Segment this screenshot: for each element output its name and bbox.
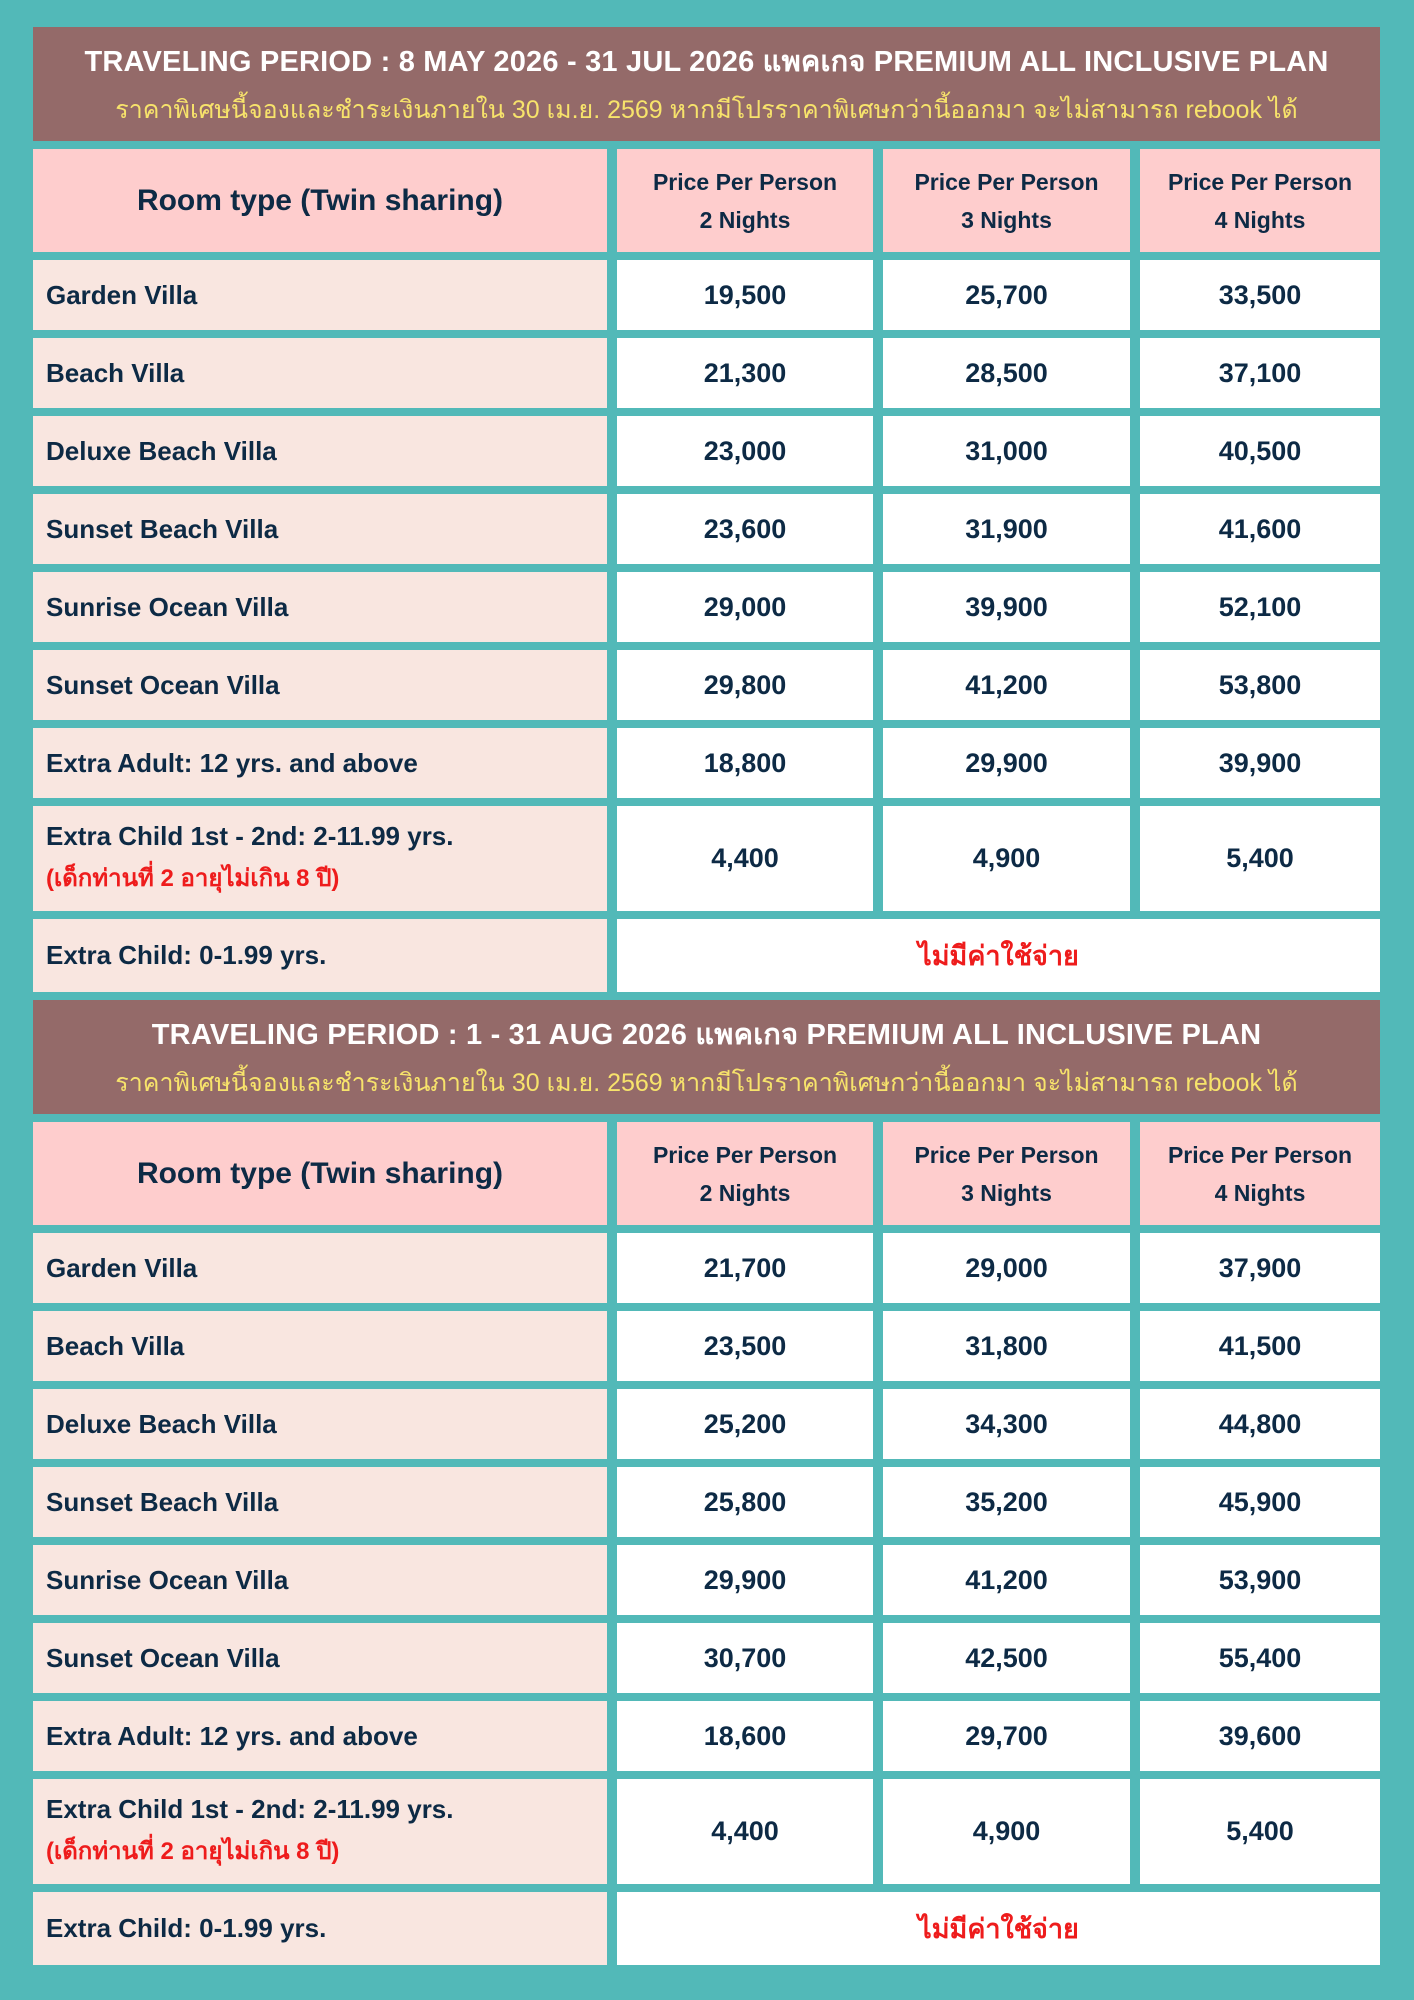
column-header-room-type: Room type (Twin sharing) <box>33 149 607 252</box>
column-header-line: Price Per Person <box>652 168 838 195</box>
price-cell: 53,900 <box>1140 1545 1380 1615</box>
price-sheet <box>33 27 1380 1973</box>
column-header-nights: 3 Nights <box>961 1179 1052 1206</box>
price-cell: 4,400 <box>617 1779 873 1884</box>
price-cell: 29,000 <box>617 572 873 642</box>
column-header-text <box>914 1136 1098 1212</box>
price-cell: 34,300 <box>883 1389 1130 1459</box>
price-cell: 19,500 <box>617 260 873 330</box>
price-cell: 52,100 <box>1140 572 1380 642</box>
room-type-cell <box>33 1892 607 1965</box>
table-row-extra-child <box>33 1779 1380 1884</box>
price-cell: 37,900 <box>1140 1233 1380 1303</box>
room-type-cell <box>33 338 607 408</box>
column-header-line: Price Per Person <box>914 168 1099 195</box>
table-row <box>33 494 1380 564</box>
price-cell: 44,800 <box>1140 1389 1380 1459</box>
price-cell: 29,900 <box>883 728 1130 798</box>
column-header-text <box>653 163 837 239</box>
column-header-text <box>914 163 1098 239</box>
table-row-infant <box>33 1892 1380 1965</box>
column-header-line: Price Per Person <box>1167 1141 1353 1168</box>
price-cell: 21,300 <box>617 338 873 408</box>
room-type-cell <box>33 1467 607 1537</box>
price-cell: 42,500 <box>883 1623 1130 1693</box>
column-header-room-type: Room type (Twin sharing) <box>33 1122 607 1225</box>
table-row <box>33 728 1380 798</box>
column-header-text <box>1168 1136 1352 1212</box>
room-type-label: Garden Villa <box>46 279 198 310</box>
room-type-cell <box>33 1545 607 1615</box>
room-type-label: Deluxe Beach Villa <box>46 435 277 466</box>
period-title: TRAVELING PERIOD : 1 - 31 AUG 2026 แพคเกจ PREMIUM ALL INCLUSIVE PLAN <box>151 1019 1262 1051</box>
room-type-cell <box>33 728 607 798</box>
price-cell: 41,600 <box>1140 494 1380 564</box>
price-section <box>33 1000 1380 1965</box>
table-row <box>33 1623 1380 1693</box>
column-header-text <box>653 1136 837 1212</box>
table-row <box>33 1233 1380 1303</box>
price-cell: 31,900 <box>883 494 1130 564</box>
table-row <box>33 1389 1380 1459</box>
price-cell: 25,700 <box>883 260 1130 330</box>
room-type-label: Sunset Beach Villa <box>46 513 279 544</box>
price-cell: 40,500 <box>1140 416 1380 486</box>
column-header-price <box>883 149 1130 252</box>
booking-condition: ราคาพิเศษนี้จองและชำระเงินภายใน 30 เม.ย. 2569 หากมีโปรราคาพิเศษกว่านี้ออกมา จะไม่สามารถ rebook ได้ <box>115 96 1298 124</box>
price-cell: 35,200 <box>883 1467 1130 1537</box>
room-type-label: Extra Child 1st - 2nd: 2-11.99 yrs. <box>46 1793 454 1824</box>
table-row <box>33 1545 1380 1615</box>
room-type-label: Deluxe Beach Villa <box>46 1408 277 1439</box>
price-cell: 39,600 <box>1140 1701 1380 1771</box>
room-type-cell <box>33 919 607 992</box>
table-row <box>33 260 1380 330</box>
price-cell: 25,800 <box>617 1467 873 1537</box>
price-cell: 31,000 <box>883 416 1130 486</box>
column-header-line: Price Per Person <box>914 1141 1099 1168</box>
table-row-extra-child <box>33 806 1380 911</box>
room-type-label: Sunrise Ocean Villa <box>46 1564 289 1595</box>
price-cell: 29,700 <box>883 1701 1130 1771</box>
column-header-price <box>883 1122 1130 1225</box>
room-type-cell <box>33 1779 607 1884</box>
room-type-label: Sunrise Ocean Villa <box>46 591 289 622</box>
child-age-note: (เด็กท่านที่ 2 อายุไม่เกิน 8 ปี) <box>46 1837 340 1865</box>
room-type-label: Extra Child: 0-1.99 yrs. <box>46 940 327 970</box>
room-type-cell <box>33 572 607 642</box>
price-cell: 23,000 <box>617 416 873 486</box>
free-of-charge-cell: ไม่มีค่าใช้จ่าย <box>617 919 1380 992</box>
price-cell: 4,900 <box>883 806 1130 911</box>
column-header-line: Price Per Person <box>1167 168 1353 195</box>
table-row <box>33 416 1380 486</box>
price-cell: 41,500 <box>1140 1311 1380 1381</box>
room-type-cell <box>33 1233 607 1303</box>
room-type-label: Beach Villa <box>46 1330 185 1361</box>
column-header-text <box>1168 163 1352 239</box>
table-row <box>33 1701 1380 1771</box>
table-row <box>33 650 1380 720</box>
column-header-nights: 4 Nights <box>1214 1179 1306 1206</box>
free-of-charge-cell: ไม่มีค่าใช้จ่าย <box>617 1892 1380 1965</box>
room-type-label: Extra Adult: 12 yrs. and above <box>46 1720 418 1751</box>
table-row <box>33 1311 1380 1381</box>
room-type-label: Sunset Ocean Villa <box>46 669 280 700</box>
room-type-cell <box>33 1701 607 1771</box>
price-cell: 55,400 <box>1140 1623 1380 1693</box>
room-type-cell <box>33 1389 607 1459</box>
room-type-label: Garden Villa <box>46 1252 198 1283</box>
column-header-nights: 4 Nights <box>1214 206 1306 233</box>
price-cell: 5,400 <box>1140 806 1380 911</box>
price-cell: 18,600 <box>617 1701 873 1771</box>
table-header-row <box>33 149 1380 252</box>
price-cell: 4,400 <box>617 806 873 911</box>
price-cell: 23,500 <box>617 1311 873 1381</box>
price-cell: 37,100 <box>1140 338 1380 408</box>
table-row <box>33 338 1380 408</box>
room-type-label: Sunset Ocean Villa <box>46 1642 280 1673</box>
booking-condition: ราคาพิเศษนี้จองและชำระเงินภายใน 30 เม.ย. 2569 หากมีโปรราคาพิเศษกว่านี้ออกมา จะไม่สามารถ rebook ได้ <box>115 1069 1298 1097</box>
column-header-nights: 2 Nights <box>699 1179 791 1206</box>
column-header-price <box>1140 149 1380 252</box>
table-row-infant <box>33 919 1380 992</box>
price-cell: 5,400 <box>1140 1779 1380 1884</box>
price-cell: 29,900 <box>617 1545 873 1615</box>
price-cell: 31,800 <box>883 1311 1130 1381</box>
column-header-price <box>617 1122 873 1225</box>
column-header-line: Price Per Person <box>652 1141 838 1168</box>
column-header-price <box>1140 1122 1380 1225</box>
table-header-row <box>33 1122 1380 1225</box>
room-type-label: Extra Child: 0-1.99 yrs. <box>46 1913 327 1943</box>
room-type-cell <box>33 416 607 486</box>
price-cell: 39,900 <box>1140 728 1380 798</box>
column-header-nights: 2 Nights <box>699 206 791 233</box>
period-title: TRAVELING PERIOD : 8 MAY 2026 - 31 JUL 2026 แพคเกจ PREMIUM ALL INCLUSIVE PLAN <box>84 46 1329 78</box>
price-cell: 18,800 <box>617 728 873 798</box>
room-type-cell <box>33 806 607 911</box>
price-cell: 4,900 <box>883 1779 1130 1884</box>
price-cell: 23,600 <box>617 494 873 564</box>
price-section <box>33 27 1380 992</box>
price-cell: 30,700 <box>617 1623 873 1693</box>
room-type-cell <box>33 650 607 720</box>
child-age-note: (เด็กท่านที่ 2 อายุไม่เกิน 8 ปี) <box>46 864 340 892</box>
room-type-label: Beach Villa <box>46 357 185 388</box>
room-type-cell <box>33 1623 607 1693</box>
table-row <box>33 1467 1380 1537</box>
price-cell: 41,200 <box>883 650 1130 720</box>
column-header-price <box>617 149 873 252</box>
room-type-cell <box>33 1311 607 1381</box>
price-cell: 41,200 <box>883 1545 1130 1615</box>
room-type-label: Extra Adult: 12 yrs. and above <box>46 747 418 778</box>
period-header <box>33 27 1380 141</box>
price-cell: 25,200 <box>617 1389 873 1459</box>
price-cell: 28,500 <box>883 338 1130 408</box>
price-cell: 45,900 <box>1140 1467 1380 1537</box>
room-type-cell <box>33 494 607 564</box>
period-header <box>33 1000 1380 1114</box>
price-cell: 21,700 <box>617 1233 873 1303</box>
room-type-cell <box>33 260 607 330</box>
room-type-label: Extra Child 1st - 2nd: 2-11.99 yrs. <box>46 820 454 851</box>
room-type-label: Sunset Beach Villa <box>46 1486 279 1517</box>
price-cell: 39,900 <box>883 572 1130 642</box>
column-header-nights: 3 Nights <box>961 206 1052 233</box>
price-cell: 33,500 <box>1140 260 1380 330</box>
table-row <box>33 572 1380 642</box>
price-cell: 29,000 <box>883 1233 1130 1303</box>
price-cell: 29,800 <box>617 650 873 720</box>
price-cell: 53,800 <box>1140 650 1380 720</box>
